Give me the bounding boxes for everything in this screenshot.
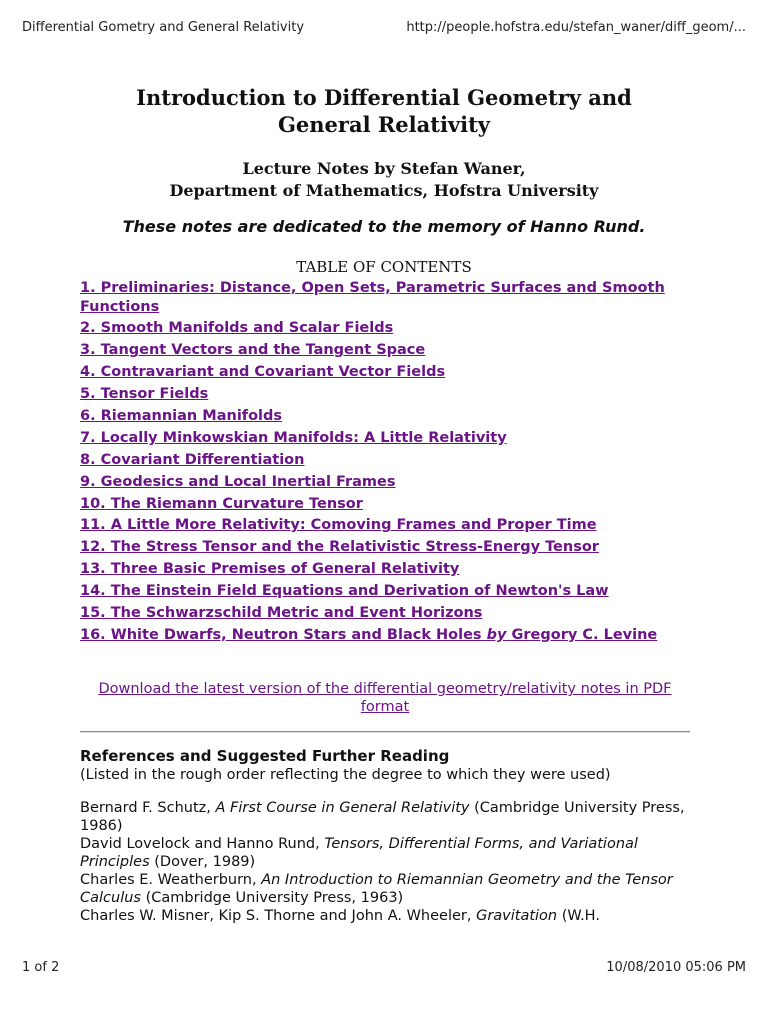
- department-line: Department of Mathematics, Hofstra University: [169, 181, 599, 200]
- toc-link-16-by: by: [486, 626, 507, 643]
- reference-publisher: (Cambridge University Press, 1963): [140, 890, 404, 906]
- horizontal-divider: [80, 731, 690, 733]
- toc-item: [80, 560, 680, 579]
- print-timestamp: 10/08/2010 05:06 PM: [606, 960, 746, 975]
- dedication: These notes are dedicated to the memory of Hanno Rund.: [122, 217, 646, 236]
- page-title-line-2: General Relativity: [277, 112, 491, 137]
- toc-item: [80, 451, 680, 470]
- references-list: [80, 799, 690, 925]
- toc-link-5[interactable]: 5. Tensor Fields: [80, 386, 209, 403]
- reference-item: [80, 835, 690, 871]
- toc-link-9[interactable]: 9. Geodesics and Local Inertial Frames: [80, 473, 396, 490]
- page-title: [0, 84, 768, 138]
- page-number: 1 of 2: [22, 960, 60, 975]
- toc-link-16-text: 16. White Dwarfs, Neutron Stars and Black Holes: [80, 626, 487, 643]
- toc-item: [80, 385, 680, 404]
- toc-link-16-author: Gregory C. Levine: [506, 626, 658, 643]
- reference-publisher: (Dover, 1989): [149, 854, 256, 870]
- toc-link-4[interactable]: 4. Contravariant and Covariant Vector Fields: [80, 364, 446, 381]
- table-of-contents: [80, 279, 680, 648]
- toc-link-2[interactable]: 2. Smooth Manifolds and Scalar Fields: [80, 320, 394, 337]
- reference-author: Charles W. Misner, Kip S. Thorne and John A. Wheeler,: [80, 908, 477, 924]
- toc-item: [80, 319, 680, 338]
- print-header-url: http://people.hofstra.edu/stefan_waner/diff_geom/...: [406, 20, 746, 35]
- author-line: Lecture Notes by Stefan Waner,: [242, 159, 526, 178]
- toc-item: [80, 429, 680, 448]
- toc-item: [80, 604, 680, 623]
- toc-item: [80, 279, 680, 316]
- print-footer: [22, 960, 746, 975]
- reference-title: Gravitation: [476, 908, 558, 924]
- toc-link-10[interactable]: 10. The Riemann Curvature Tensor: [80, 495, 363, 512]
- reference-item: [80, 799, 690, 835]
- references-note: (Listed in the rough order reflecting the degree to which they were used): [80, 767, 611, 783]
- reference-title: A First Course in General Relativity: [215, 800, 470, 816]
- reference-author: Bernard F. Schutz,: [80, 800, 216, 816]
- toc-link-6[interactable]: 6. Riemannian Manifolds: [80, 407, 283, 424]
- toc-item: [80, 407, 680, 426]
- reference-author: David Lovelock and Hanno Rund,: [80, 836, 325, 852]
- page-title-line-1: Introduction to Differential Geometry and: [136, 85, 632, 110]
- download-pdf-link[interactable]: Download the latest version of the differential geometry/relativity notes in PDF format: [98, 681, 672, 715]
- reference-item: [80, 871, 690, 907]
- toc-item: [80, 473, 680, 492]
- toc-link-16[interactable]: [80, 627, 657, 643]
- toc-link-8[interactable]: 8. Covariant Differentiation: [80, 451, 305, 468]
- reference-publisher: (Cambridge University Press, 1986): [80, 800, 685, 834]
- toc-link-13[interactable]: 13. Three Basic Premises of General Relativity: [80, 561, 460, 578]
- toc-link-12[interactable]: 12. The Stress Tensor and the Relativistic Stress-Energy Tensor: [80, 539, 599, 556]
- toc-item: [80, 495, 680, 514]
- toc-link-1[interactable]: 1. Preliminaries: Distance, Open Sets, Parametric Surfaces and Smooth Functions: [80, 280, 665, 315]
- print-header-title: Differential Gometry and General Relativity: [22, 20, 305, 35]
- toc-link-11[interactable]: 11. A Little More Relativity: Comoving Frames and Proper Time: [80, 517, 597, 534]
- toc-item: [80, 341, 680, 360]
- toc-item: [80, 516, 680, 535]
- reference-title: Tensors, Differential Forms, and Variational Principles: [80, 836, 638, 870]
- toc-link-7[interactable]: 7. Locally Minkowskian Manifolds: A Little Relativity: [80, 429, 507, 446]
- reference-publisher: (W.H.: [557, 908, 600, 924]
- reference-author: Charles E. Weatherburn,: [80, 872, 262, 888]
- toc-item: [80, 582, 680, 601]
- author-block: [0, 158, 768, 202]
- toc-link-3[interactable]: 3. Tangent Vectors and the Tangent Space: [80, 342, 426, 359]
- toc-item: [80, 363, 680, 382]
- reference-title: An Introduction to Riemannian Geometry and the Tensor Calculus: [80, 872, 673, 906]
- toc-heading: TABLE OF CONTENTS: [296, 258, 472, 276]
- reference-item: [80, 907, 690, 925]
- toc-link-14[interactable]: 14. The Einstein Field Equations and Derivation of Newton's Law: [80, 583, 609, 600]
- toc-item: [80, 538, 680, 557]
- toc-link-15[interactable]: 15. The Schwarzschild Metric and Event Horizons: [80, 604, 483, 621]
- references-heading: References and Suggested Further Reading: [80, 747, 450, 765]
- print-header: [22, 20, 746, 35]
- download-block: [80, 680, 690, 716]
- toc-item: [80, 626, 680, 645]
